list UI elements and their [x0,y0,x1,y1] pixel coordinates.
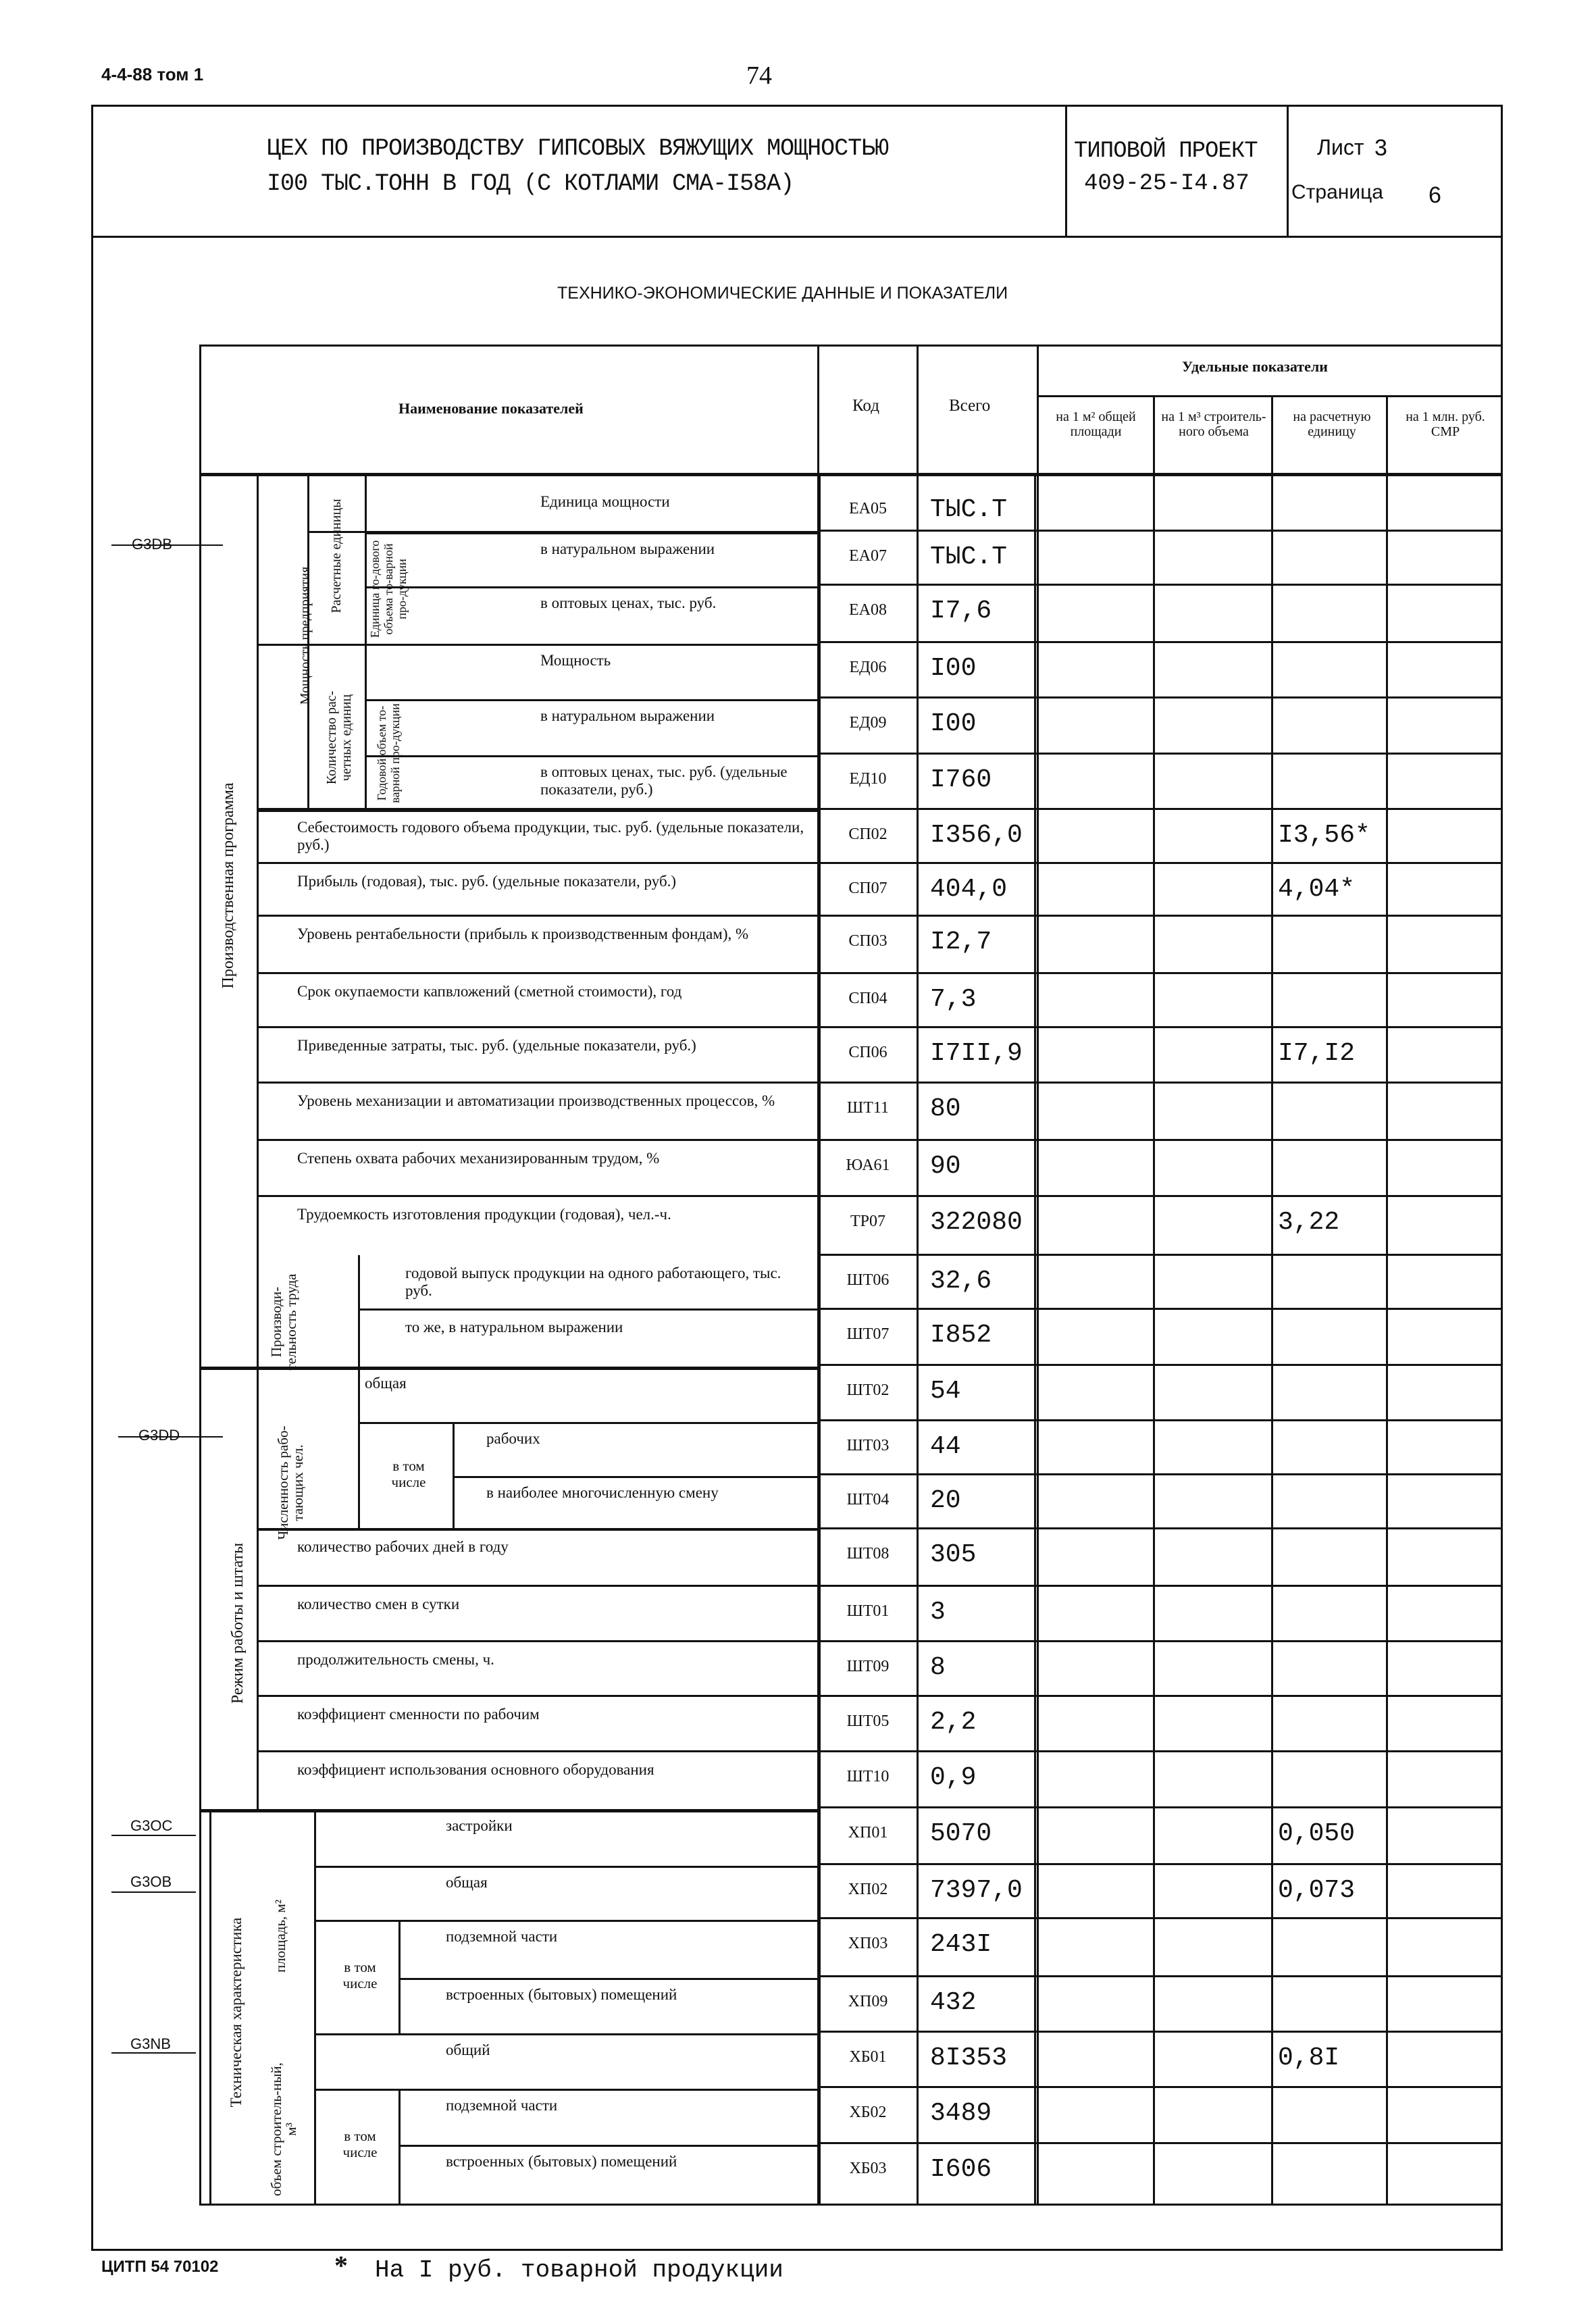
row-code: СП03 [848,932,887,950]
row-total: 54 [930,1377,961,1406]
row-total: 305 [930,1540,977,1569]
row-total: 8 [930,1653,946,1682]
row-name: общая [446,1874,488,1891]
row-total: 20 [930,1486,961,1515]
row-total: 432 [930,1988,977,2017]
group-mode-staff: Режим работы и штаты [229,1542,247,1704]
row-name: количество рабочих дней в году [297,1538,509,1555]
row-total: I00 [930,654,977,683]
row-total: ТЫС.Т [930,495,1008,524]
row-name: в натуральном выражении [540,707,715,724]
row-name: подземной части [446,2097,558,2114]
row-code: ТР07 [850,1213,885,1230]
row-name: встроенных (бытовых) помещений [446,2153,677,2170]
page-label: Страница [1291,181,1383,203]
row-per-unit: 0,073 [1278,1876,1356,1905]
row-name: в оптовых ценах, тыс. руб. [540,594,717,611]
side-code: G3OB [130,1873,172,1890]
row-per-unit: I3,56* [1278,821,1370,850]
row-total: 404,0 [930,875,1008,904]
row-total: I00 [930,709,977,738]
row-per-unit: 0,050 [1278,1819,1356,1848]
row-name: Уровень механизации и автоматизации производственных процессов, % [297,1092,775,1109]
footnote-text: На I руб. товарной продукции [375,2256,783,2284]
row-per-unit: 4,04* [1278,875,1356,904]
row-total: I356,0 [930,821,1023,850]
group-build-volume: объем строитель-ный, м³ [268,2062,299,2196]
sheet-label: Лист [1317,135,1364,159]
in-total-label-1: в том числе [391,1458,426,1490]
col-header-per-unit: на расчетную единицу [1293,409,1371,439]
col-header-per-m3: на 1 м³ строитель-ного объема [1161,409,1266,439]
row-code: ЕД06 [849,659,887,676]
col-header-total: Всего [949,397,991,415]
side-code: G3DD [138,1427,180,1444]
row-code: ХБ03 [849,2160,887,2177]
row-per-unit: I7,I2 [1278,1039,1356,1068]
footnote-mark: * [334,2250,348,2281]
row-total: I760 [930,765,992,794]
row-total: 80 [930,1094,961,1123]
col-header-code: Код [852,397,879,415]
row-name: застройки [446,1817,513,1834]
group-workers-count: Численность рабо-тающих чел. [275,1425,306,1540]
row-code: ЕА08 [849,601,887,619]
title-line-2: I00 ТЫС.ТОНН В ГОД (С КОТЛАМИ СМА-I58А) [267,170,794,197]
row-total: 44 [930,1432,961,1461]
row-total: 5070 [930,1819,992,1848]
row-name: Мощность [540,652,611,669]
group-production-program: Производственная программа [220,782,237,989]
col-header-name: Наименование показателей [398,400,584,417]
row-code: ЮА61 [846,1156,890,1174]
row-name: рабочих [486,1430,540,1447]
row-total: I7,6 [930,596,992,626]
group-calc-units: Расчетные единицы [329,499,344,613]
row-code: ШТ01 [846,1602,890,1620]
group-count-units: Количество рас-четных единиц [324,690,354,785]
row-name: встроенных (бытовых) помещений [446,1986,677,2003]
group-capacity: Мощность предприятия [298,566,313,705]
row-name: Степень охвата рабочих механизированным трудом, % [297,1150,660,1167]
row-total: I852 [930,1321,992,1350]
row-code: ЕД10 [849,770,887,788]
row-total: 2,2 [930,1708,977,1737]
row-name: продолжительность смены, ч. [297,1651,494,1668]
row-name: Себестоимость годового объема продукции, тыс. руб. (удельные показатели, руб.) [297,819,804,853]
row-name: коэффициент использования основного оборудования [297,1761,654,1778]
row-code: СП02 [848,825,887,843]
row-total: 0,9 [930,1763,977,1792]
row-name: общая [365,1375,407,1392]
page-value: 6 [1428,182,1441,208]
row-code: ХП03 [848,1935,888,1952]
page-number: 74 [746,61,772,90]
row-code: СП04 [848,990,887,1007]
row-total: 8I353 [930,2043,1008,2073]
row-total: 32,6 [930,1267,992,1296]
group-area: площадь, м² [272,1899,288,1973]
row-code: ХП09 [848,1993,888,2010]
footer-stamp: ЦИТП 54 70102 [101,2258,219,2276]
row-code: ШТ08 [846,1545,890,1562]
section-title: ТЕХНИКО-ЭКОНОМИЧЕСКИЕ ДАННЫЕ И ПОКАЗАТЕЛИ [557,284,1008,303]
row-code: ШТ10 [846,1768,890,1785]
row-name: Единица мощности [540,493,670,510]
row-name: коэффициент сменности по рабочим [297,1706,540,1723]
row-code: ЕА07 [849,547,887,565]
row-name: в натуральном выражении [540,540,715,557]
row-code: ХБ02 [849,2104,887,2121]
col-header-specific: Удельные показатели [1182,358,1328,375]
side-code: G3NB [130,2035,171,2052]
row-total: 7,3 [930,985,977,1014]
row-total: I2,7 [930,927,992,957]
in-total-label-3: в том числе [342,2128,378,2160]
row-per-unit: 0,8I [1278,2043,1340,2073]
row-name: Уровень рентабельности (прибыль к производственным фондам), % [297,925,749,942]
row-code: ХП01 [848,1824,888,1841]
in-total-label-2: в том числе [342,1959,378,1991]
col-header-per-m2: на 1 м² общей площади [1056,409,1136,439]
row-per-unit: 3,22 [1278,1208,1340,1237]
row-code: ШТ04 [846,1491,890,1508]
row-name: в оптовых ценах, тыс. руб. (удельные показатели, руб.) [540,763,788,798]
row-code: ХБ01 [849,2048,887,2066]
row-total: I7II,9 [930,1039,1023,1068]
project-label: ТИПОВОЙ ПРОЕКТ [1074,138,1258,164]
row-code: ЕА05 [849,500,887,517]
row-total: I606 [930,2155,992,2184]
row-name: количество смен в сутки [297,1596,460,1612]
row-code: ШТ05 [846,1712,890,1730]
group-labor-productivity: Производи-тельность труда [268,1273,299,1371]
row-name: подземной части [446,1928,558,1945]
row-code: ШТ03 [846,1437,890,1454]
document-reference: 4-4-88 том 1 [101,64,204,84]
side-code: G3OC [130,1817,173,1834]
row-code: СП06 [848,1044,887,1061]
row-name: Срок окупаемости капвложений (сметной стоимости), год [297,983,682,1000]
row-code: ХП02 [848,1881,888,1898]
sheet-value: 3 [1374,135,1387,161]
row-name: в наиболее многочисленную смену [486,1484,719,1501]
col-header-per-mln: на 1 млн. руб. СМР [1406,409,1485,439]
row-code: СП07 [848,880,887,897]
row-name: Прибыль (годовая), тыс. руб. (удельные показатели, руб.) [297,873,677,890]
row-total: 322080 [930,1208,1023,1237]
row-name: Приведенные затраты, тыс. руб. (удельные показатели, руб.) [297,1037,696,1054]
group-unit-annual: Единица го-дового объема то-варной про-дукции [368,540,409,638]
row-code: ШТ06 [846,1271,890,1289]
row-total: 3489 [930,2099,992,2128]
row-name: то же, в натуральном выражении [405,1319,623,1336]
project-number: 409-25-I4.87 [1084,171,1250,197]
row-name: Трудоемкость изготовления продукции (годовая), чел.-ч. [297,1206,671,1223]
row-total: 243I [930,1930,992,1959]
group-annual-volume: Годовой объем то-варной про-дукции [375,703,402,803]
row-code: ШТ11 [847,1099,889,1117]
row-code: ШТ09 [846,1658,890,1675]
row-name: общий [446,2041,490,2058]
row-code: ШТ02 [846,1381,890,1399]
row-total: 7397,0 [930,1876,1023,1905]
row-code: ШТ07 [846,1325,890,1343]
row-total: ТЫС.Т [930,542,1008,571]
row-code: ЕД09 [849,714,887,732]
group-tech-char: Техническая характеристика [228,1917,244,2108]
row-name: годовой выпуск продукции на одного работающего, тыс. руб. [405,1265,781,1299]
title-line-1: ЦЕХ ПО ПРОИЗВОДСТВУ ГИПСОВЫХ ВЯЖУЩИХ МОЩНОСТЬЮ [267,135,889,162]
row-total: 90 [930,1152,961,1181]
row-total: 3 [930,1598,946,1627]
side-code: G3DB [132,536,172,553]
